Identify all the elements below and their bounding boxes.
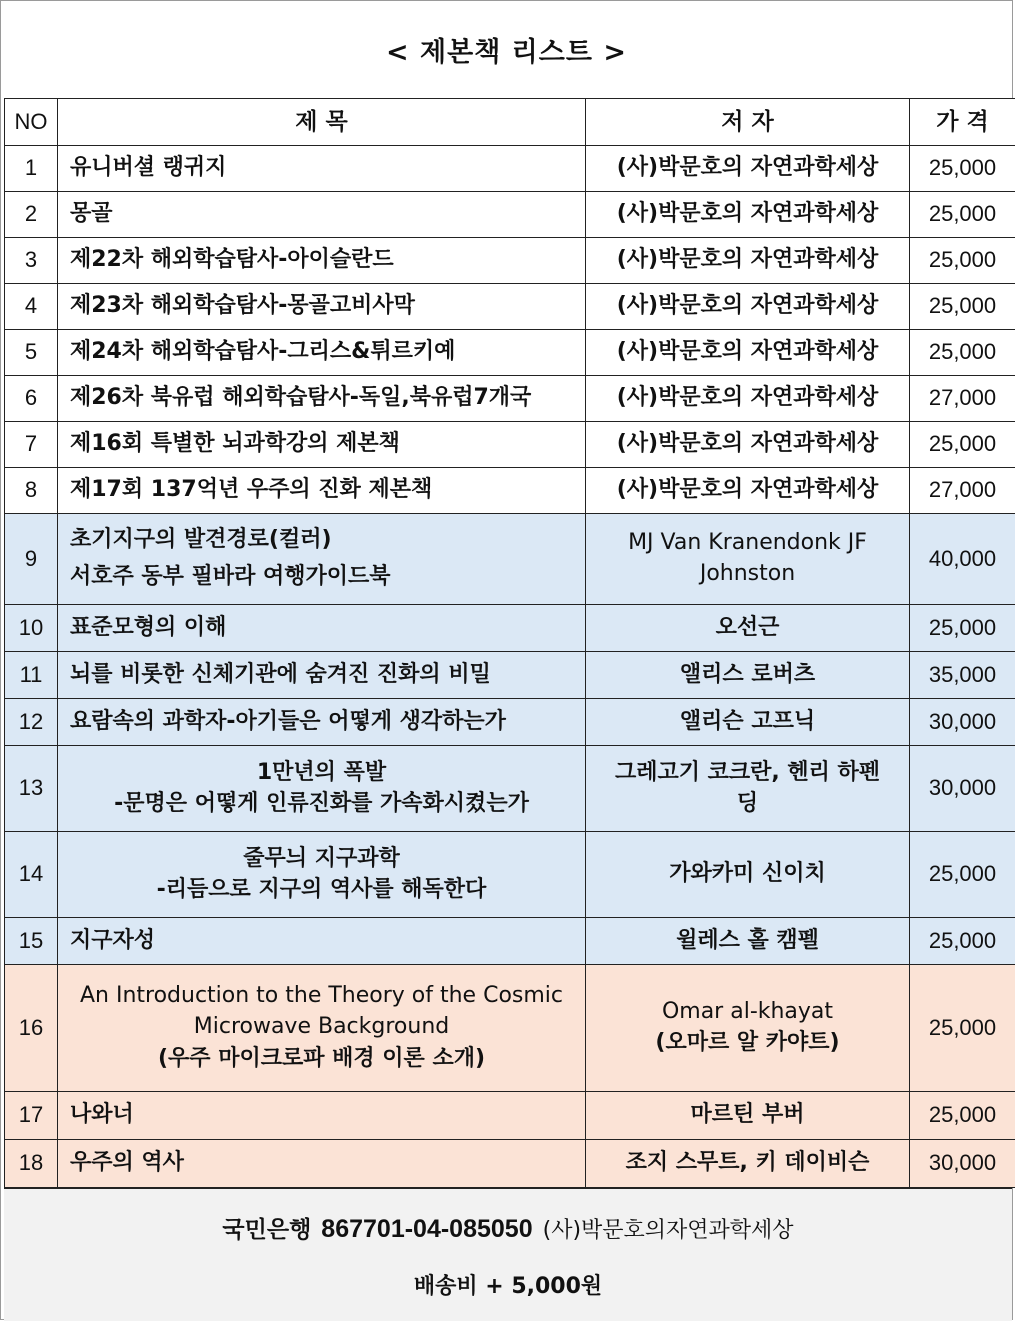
- book-title-line: 제26차 북유럽 해외학습탐사-독일,북유럽7개국: [70, 385, 532, 411]
- book-author-line: 가와카미 신이치: [669, 861, 826, 887]
- header-author: 저 자: [586, 99, 910, 146]
- table-row: [5, 192, 1015, 238]
- table-row: [5, 468, 1015, 514]
- book-title: [58, 376, 586, 422]
- book-price: 25,000: [910, 238, 1015, 284]
- book-author-line: (사)박문호의 자연과학세상: [616, 293, 879, 319]
- book-title-line: 제17회 137억년 우주의 진화 제본책: [70, 477, 433, 503]
- book-author-line: Johnston: [699, 561, 796, 586]
- book-title: [58, 468, 586, 514]
- account-number: 867701-04-085050: [321, 1215, 533, 1243]
- bank-info: [4, 1211, 1012, 1244]
- book-author: [586, 192, 910, 238]
- book-author: [586, 146, 910, 192]
- book-author-line: (사)박문호의 자연과학세상: [616, 247, 879, 273]
- table-row: [5, 284, 1015, 330]
- book-title-line: 몽골: [70, 201, 113, 227]
- book-author-line: 그레고기 코크란, 헨리 하펜: [614, 759, 881, 785]
- table-row: [5, 1092, 1015, 1140]
- row-number: 16: [5, 965, 58, 1092]
- book-title-line: 우주의 역사: [70, 1150, 184, 1176]
- book-price: 25,000: [910, 284, 1015, 330]
- book-author-line: (사)박문호의 자연과학세상: [616, 201, 879, 227]
- book-title: [58, 699, 586, 746]
- row-number: 15: [5, 918, 58, 965]
- row-number: 1: [5, 146, 58, 192]
- book-author-line: 오선근: [715, 614, 780, 640]
- book-author: [586, 330, 910, 376]
- book-author-line: 앨리스 로버츠: [679, 661, 816, 687]
- row-number: 10: [5, 605, 58, 652]
- header-price: 가 격: [910, 99, 1015, 146]
- table-row: [5, 699, 1015, 746]
- book-title-line: 유니버셜 랭귀지: [70, 155, 227, 181]
- book-price: 25,000: [910, 1092, 1015, 1140]
- book-title: [58, 746, 586, 832]
- row-number: 3: [5, 238, 58, 284]
- book-price: 25,000: [910, 330, 1015, 376]
- book-title-line: Microwave Background: [193, 1013, 450, 1039]
- book-title: [58, 146, 586, 192]
- row-number: 8: [5, 468, 58, 514]
- book-title-line: (우주 마이크로파 배경 이론 소개): [157, 1046, 486, 1072]
- book-author-line: MJ Van Kranendonk JF: [628, 530, 867, 556]
- book-author-line: (사)박문호의 자연과학세상: [616, 155, 879, 181]
- book-author-line: 윌레스 홀 캠펠: [676, 927, 819, 953]
- table-row: [5, 605, 1015, 652]
- book-author-line: 조지 스무트, 키 데이비슨: [625, 1150, 870, 1176]
- shipping-fee: 배송비 + 5,000원: [413, 1274, 603, 1299]
- table-row: [5, 238, 1015, 284]
- row-number: 9: [5, 514, 58, 605]
- row-number: 18: [5, 1140, 58, 1188]
- book-author-line: (사)박문호의 자연과학세상: [616, 385, 879, 411]
- table-row: [5, 376, 1015, 422]
- book-title: [58, 330, 586, 376]
- book-price: 25,000: [910, 832, 1015, 918]
- table-row: [5, 422, 1015, 468]
- book-title-line: -문명은 어떻게 인류진화를 가속화시켰는가: [114, 790, 529, 816]
- page-title: < 제본책 리스트 >: [386, 37, 627, 68]
- book-author: [586, 284, 910, 330]
- book-table: [4, 98, 1015, 1188]
- book-title: [58, 832, 586, 918]
- book-title: [58, 918, 586, 965]
- table-row: [5, 146, 1015, 192]
- book-title: [58, 652, 586, 699]
- book-title-line: 지구자성: [70, 927, 156, 953]
- book-author-line: (사)박문호의 자연과학세상: [616, 339, 879, 365]
- book-author-line: 앨리슨 고프닉: [679, 708, 816, 734]
- book-author: [586, 918, 910, 965]
- book-title-line: 초기지구의 발견경로(컬러): [70, 527, 332, 553]
- book-price: 40,000: [910, 514, 1015, 605]
- book-author-line: Omar al-khayat: [661, 999, 834, 1025]
- book-title: [58, 514, 586, 605]
- book-author: [586, 965, 910, 1092]
- table-header-row: [5, 99, 1015, 146]
- book-title: [58, 284, 586, 330]
- book-author: [586, 746, 910, 832]
- row-number: 14: [5, 832, 58, 918]
- bank-name: 국민은행: [222, 1217, 312, 1243]
- book-title-line: 서호주 동부 필바라 여행가이드북: [70, 564, 391, 589]
- book-title-line: 제22차 해외학습탐사-아이슬란드: [70, 247, 394, 273]
- book-price: 25,000: [910, 605, 1015, 652]
- book-price: 25,000: [910, 146, 1015, 192]
- book-author: [586, 468, 910, 514]
- row-number: 2: [5, 192, 58, 238]
- book-author: [586, 1140, 910, 1188]
- header-no: NO: [5, 99, 58, 146]
- book-title-line: 나와너: [70, 1102, 134, 1128]
- row-number: 7: [5, 422, 58, 468]
- book-price: 35,000: [910, 652, 1015, 699]
- book-author: [586, 238, 910, 284]
- row-number: 5: [5, 330, 58, 376]
- book-title: [58, 605, 586, 652]
- book-title-line: 제23차 해외학습탐사-몽골고비사막: [70, 293, 415, 319]
- table-row: [5, 965, 1015, 1092]
- table-row: [5, 514, 1015, 605]
- book-title: [58, 238, 586, 284]
- book-author: [586, 832, 910, 918]
- book-author-line: (사)박문호의 자연과학세상: [616, 431, 879, 457]
- book-price: 27,000: [910, 376, 1015, 422]
- book-author-line: 딩: [736, 790, 759, 816]
- book-author-line: (사)박문호의 자연과학세상: [616, 477, 879, 503]
- book-price: 25,000: [910, 422, 1015, 468]
- book-title-line: 요람속의 과학자-아기들은 어떻게 생각하는가: [70, 708, 506, 734]
- book-author: [586, 376, 910, 422]
- book-author: [586, 605, 910, 652]
- book-title: [58, 422, 586, 468]
- book-title: [58, 1092, 586, 1140]
- table-row: [5, 652, 1015, 699]
- book-price: 25,000: [910, 918, 1015, 965]
- book-title-line: 줄무늬 지구과학: [243, 845, 400, 871]
- book-author: [586, 699, 910, 746]
- book-title-line: An Introduction to the Theory of the Cosmic: [79, 982, 564, 1008]
- book-author: [586, 1092, 910, 1140]
- book-title-line: -리듬으로 지구의 역사를 해독한다: [156, 876, 487, 902]
- book-title-line: 표준모형의 이해: [70, 614, 227, 640]
- row-number: 12: [5, 699, 58, 746]
- book-author-line: (오마르 알 카야트): [655, 1030, 840, 1055]
- book-title: [58, 192, 586, 238]
- row-number: 11: [5, 652, 58, 699]
- row-number: 4: [5, 284, 58, 330]
- row-number: 17: [5, 1092, 58, 1140]
- book-title-line: 제16회 특별한 뇌과학강의 제본책: [70, 431, 400, 457]
- row-number: 13: [5, 746, 58, 832]
- book-title-line: 뇌를 비롯한 신체기관에 숨겨진 진화의 비밀: [70, 661, 491, 687]
- table-row: [5, 918, 1015, 965]
- table-row: [5, 746, 1015, 832]
- book-author-line: 마르틴 부버: [690, 1102, 805, 1128]
- book-price: 25,000: [910, 965, 1015, 1092]
- table-row: [5, 330, 1015, 376]
- account-owner: (사)박문호의자연과학세상: [542, 1218, 794, 1243]
- header-title: 제 목: [58, 99, 586, 146]
- book-title: [58, 965, 586, 1092]
- book-author: [586, 652, 910, 699]
- payment-footer: [4, 1188, 1012, 1321]
- book-price: 30,000: [910, 1140, 1015, 1188]
- book-title-line: 제24차 해외학습탐사-그리스&튀르키예: [70, 339, 456, 365]
- book-price: 30,000: [910, 746, 1015, 832]
- book-price: 25,000: [910, 192, 1015, 238]
- row-number: 6: [5, 376, 58, 422]
- book-author: [586, 514, 910, 605]
- book-title: [58, 1140, 586, 1188]
- book-price: 27,000: [910, 468, 1015, 514]
- table-row: [5, 1140, 1015, 1188]
- book-price: 30,000: [910, 699, 1015, 746]
- table-row: [5, 832, 1015, 918]
- book-author: [586, 422, 910, 468]
- book-title-line: 1만년의 폭발: [256, 759, 387, 785]
